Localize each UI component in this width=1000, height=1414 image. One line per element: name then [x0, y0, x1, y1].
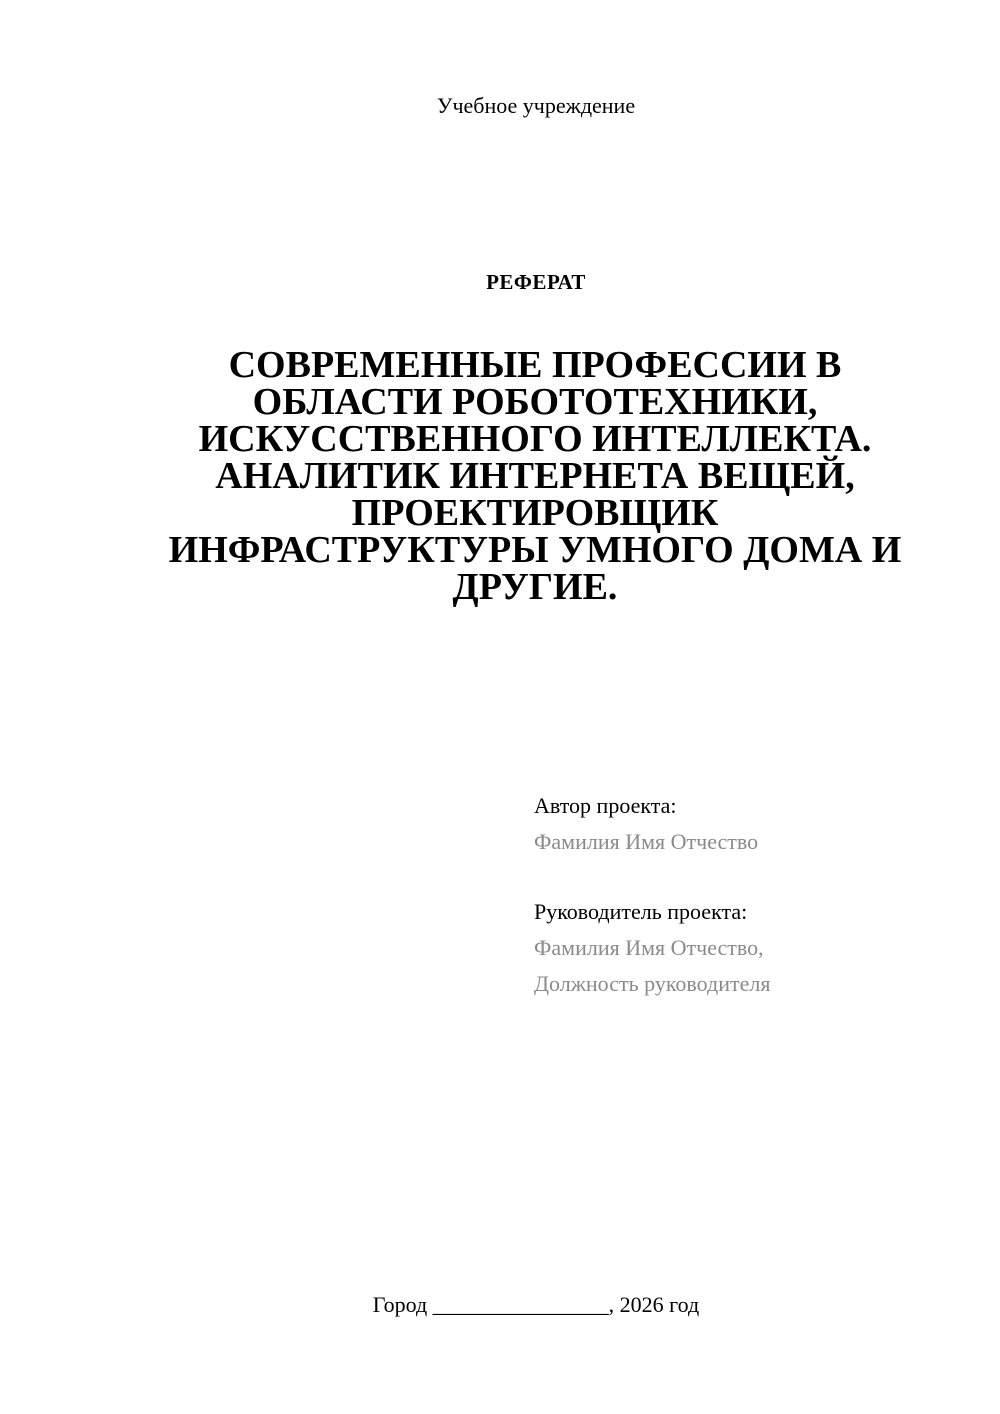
spacer [534, 860, 974, 894]
title-line: ПРОЕКТИРОВЩИК [351, 492, 719, 534]
title-line: АНАЛИТИК ИНТЕРНЕТА ВЕЩЕЙ, [215, 455, 855, 497]
title-line: ОБЛАСТИ РОБОТОТЕХНИКИ, [252, 381, 818, 423]
supervisor-name: Фамилия Имя Отчество, [534, 935, 764, 960]
title-line: СОВРЕМЕННЫЕ ПРОФЕССИИ В [228, 344, 842, 386]
title-line: ИНФРАСТРУКТУРЫ УМНОГО ДОМА И [168, 529, 902, 571]
author-label: Автор проекта: [534, 793, 677, 818]
title-line: ИСКУССТВЕННОГО ИНТЕЛЛЕКТА. [198, 418, 872, 460]
institution-name: Учебное учреждение [436, 93, 636, 118]
supervisor-position: Должность руководителя [534, 971, 771, 996]
title-line: ДРУГИЕ. [452, 566, 618, 608]
author-name: Фамилия Имя Отчество [534, 829, 759, 854]
document-type: РЕФЕРАТ [486, 270, 586, 294]
city-year-footer: Город ________________, 2026 год [372, 1292, 700, 1317]
document-title [120, 344, 950, 608]
supervisor-label: Руководитель проекта: [534, 899, 748, 924]
credits-block [534, 788, 974, 1002]
